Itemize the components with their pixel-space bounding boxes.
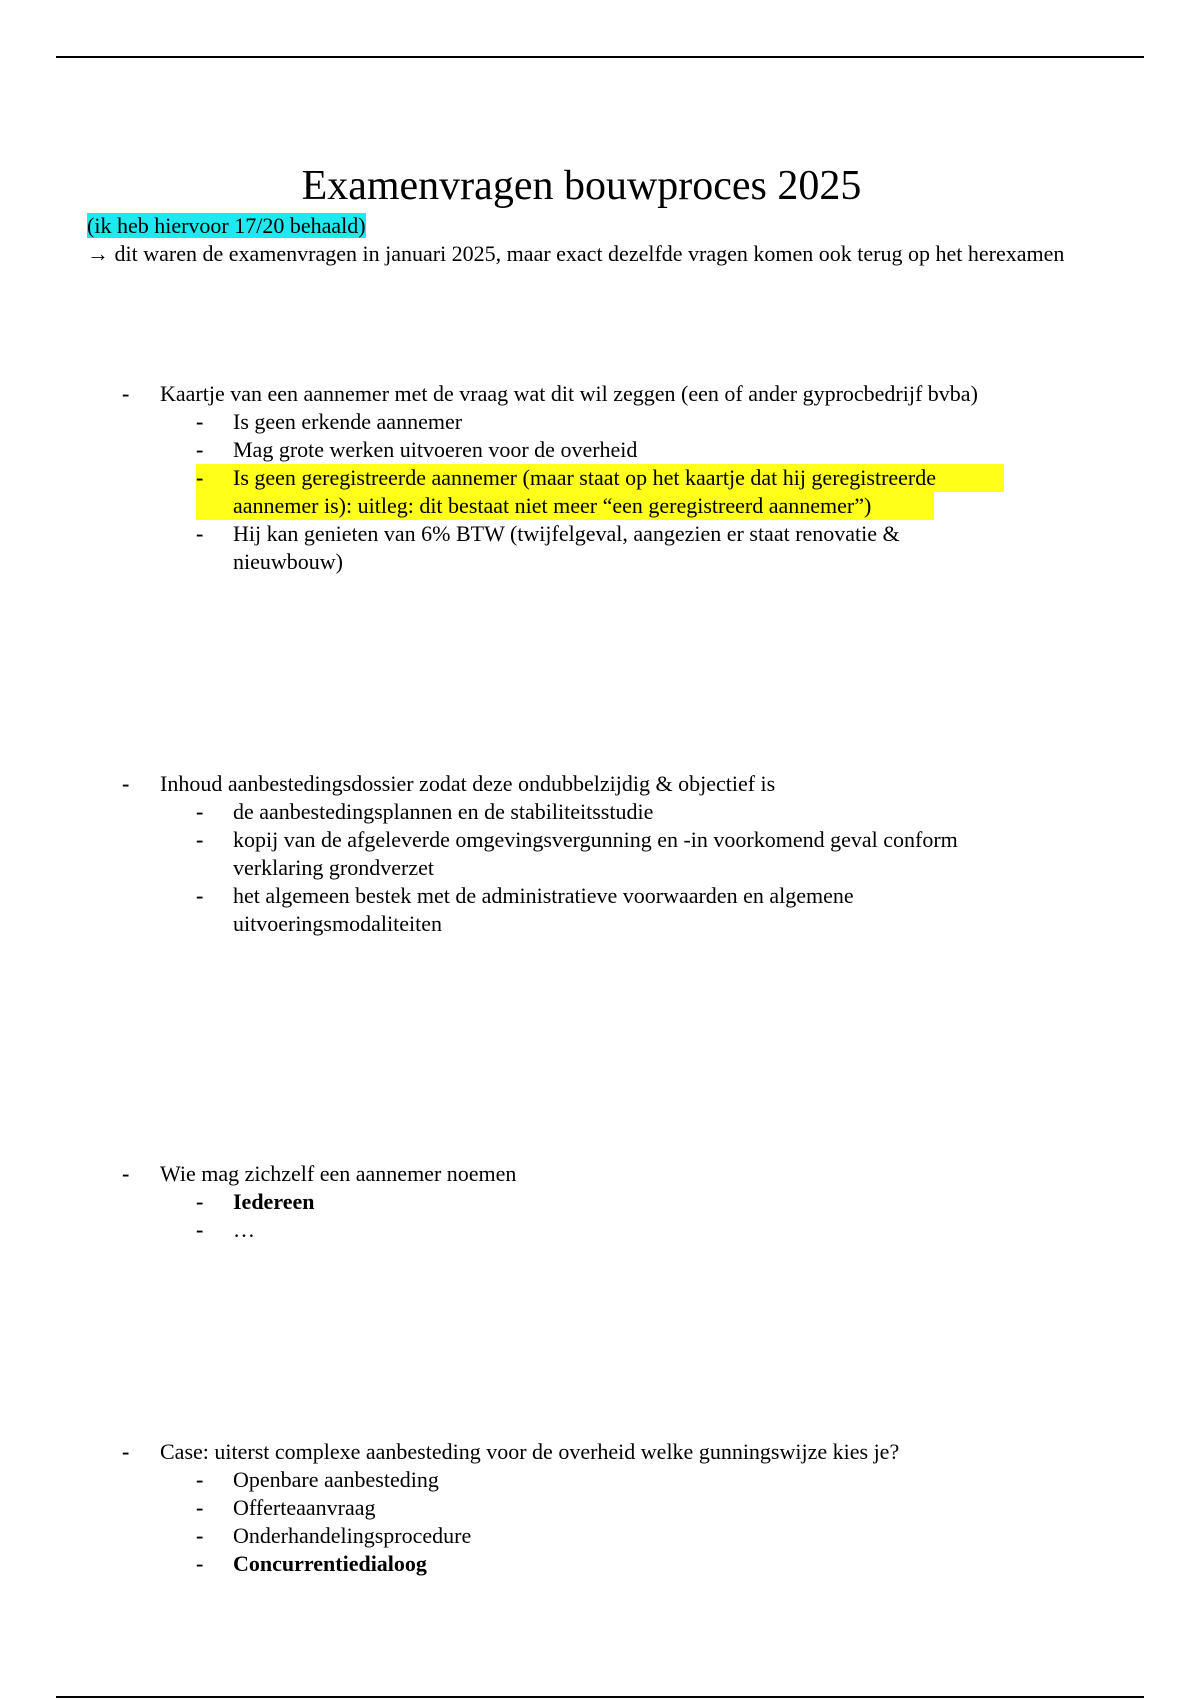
answer-1-1: Is geen erkende aannemer xyxy=(233,409,463,434)
answer-1-4: Hij kan genieten van 6% BTW (twijfelgeval, aangezien er staat renovatie & nieuwbouw) xyxy=(233,521,900,574)
answer-bullet: - xyxy=(196,409,204,434)
question-bullet: - xyxy=(122,381,130,406)
question-bullet: - xyxy=(122,1439,130,1464)
answer-bullet: - xyxy=(196,521,204,546)
question-bullet: - xyxy=(122,771,130,796)
answer-bullet: - xyxy=(196,827,204,852)
score-note xyxy=(87,212,366,240)
question-bullet: - xyxy=(122,1161,130,1186)
answer-1-3-highlighted: Is geen geregistreerde aannemer (maar staat op het kaartje dat hij geregistreerde aannemer is): uitleg: dit bestaat niet meer “een geregistreerd aannemer”) xyxy=(233,465,937,518)
question-4: Case: uiterst complexe aanbesteding voor de overheid welke gunningswijze kies je? xyxy=(160,1439,900,1464)
score-note-text: (ik heb hiervoor 17/20 behaald) xyxy=(87,213,366,238)
question-1: Kaartje van een aannemer met de vraag wat dit wil zeggen (een of ander gyprocbedrijf bvba) xyxy=(160,381,978,406)
arrow-icon: → xyxy=(87,241,109,266)
answer-bullet: - xyxy=(196,437,204,462)
footer-rule xyxy=(56,1696,1144,1698)
answer-bullet: - xyxy=(196,1551,204,1576)
answer-bullet: - xyxy=(196,465,204,490)
answer-bullet: - xyxy=(196,1217,204,1242)
answer-2-3: het algemeen bestek met de administratieve voorwaarden en algemene uitvoeringsmodaliteiten xyxy=(233,883,854,936)
answer-3-1: Iedereen xyxy=(233,1189,315,1214)
answer-1-2: Mag grote werken uitvoeren voor de overheid xyxy=(233,437,638,462)
intro-paragraph xyxy=(87,240,1087,268)
answer-4-2: Offerteaanvraag xyxy=(233,1495,376,1520)
intro-text: dit waren de examenvragen in januari 2025, maar exact dezelfde vragen komen ook terug op het herexamen xyxy=(114,241,1065,266)
answer-bullet: - xyxy=(196,799,204,824)
answer-4-1: Openbare aanbesteding xyxy=(233,1467,439,1492)
answer-bullet: - xyxy=(196,1495,204,1520)
answer-bullet: - xyxy=(196,883,204,908)
answer-4-4: Concurrentiedialoog xyxy=(233,1551,427,1576)
answer-4-3: Onderhandelingsprocedure xyxy=(233,1523,472,1548)
answer-bullet: - xyxy=(196,1189,204,1214)
answer-bullet: - xyxy=(196,1467,204,1492)
answer-bullet: - xyxy=(196,1523,204,1548)
question-2: Inhoud aanbestedingsdossier zodat deze ondubbelzijdig & objectief is xyxy=(160,771,776,796)
answer-2-2: kopij van de afgeleverde omgevingsvergunning en -in voorkomend geval conform verklaring grondverzet xyxy=(233,827,958,880)
answer-3-2: … xyxy=(233,1217,255,1242)
question-3: Wie mag zichzelf een aannemer noemen xyxy=(160,1161,517,1186)
answer-2-1: de aanbestedingsplannen en de stabiliteitsstudie xyxy=(233,799,654,824)
document-title: Examenvragen bouwproces 2025 xyxy=(301,163,862,209)
header-rule xyxy=(56,56,1144,58)
